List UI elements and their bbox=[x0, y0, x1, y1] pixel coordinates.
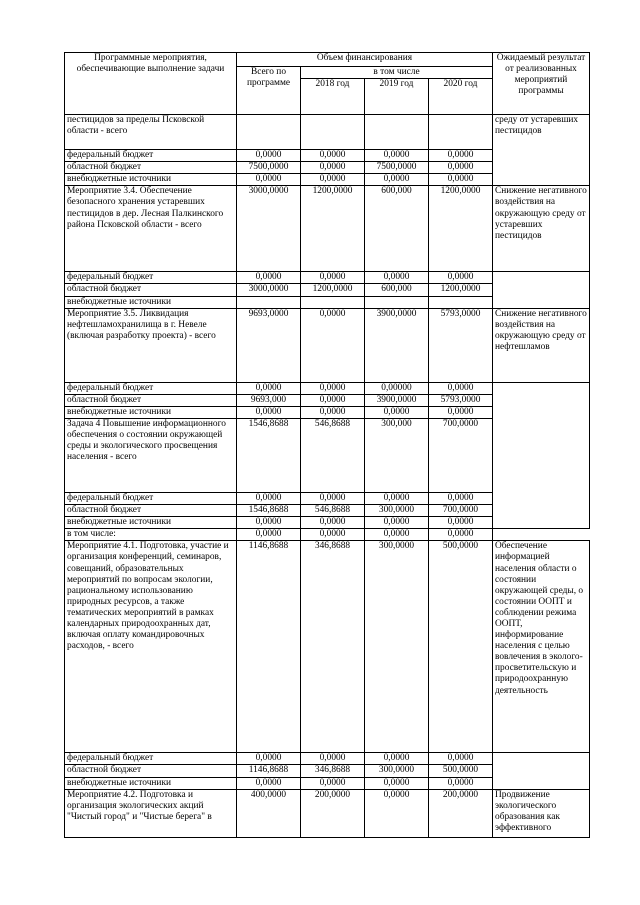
expected-result: среду от устаревших пестицидов bbox=[493, 115, 590, 186]
cell-2020: 700,0000 bbox=[429, 505, 493, 517]
table-row bbox=[65, 753, 590, 765]
row-label: Мероприятие 4.2. Подготовка и организация экологических акций "Чистый город" и "Чистые берега" в bbox=[65, 789, 237, 837]
cell-total: 9693,000 bbox=[237, 394, 301, 406]
cell-2019: 0,0000 bbox=[365, 406, 429, 418]
table-row bbox=[65, 529, 590, 541]
empty-cell bbox=[493, 753, 590, 789]
cell-2018: 0,0000 bbox=[301, 777, 365, 789]
cell-total: 0,0000 bbox=[237, 529, 301, 541]
cell-2019: 300,000 bbox=[365, 418, 429, 492]
cell-total: 3000,0000 bbox=[237, 186, 301, 272]
cell-2020: 5793,0000 bbox=[429, 308, 493, 382]
financing-table bbox=[64, 52, 590, 838]
table-row bbox=[65, 272, 590, 284]
cell-2018: 0,0000 bbox=[301, 394, 365, 406]
cell-2018: 0,0000 bbox=[301, 529, 365, 541]
cell-total: 0,0000 bbox=[237, 777, 301, 789]
cell-2018: 546,8688 bbox=[301, 418, 365, 492]
cell-2019: 0,0000 bbox=[365, 174, 429, 186]
row-label: внебюджетные источники bbox=[65, 174, 237, 186]
header-result: Ожидаемый результат от реализованных мероприятий программы bbox=[493, 53, 590, 115]
cell-2018: 1200,0000 bbox=[301, 186, 365, 272]
cell-2018 bbox=[301, 115, 365, 150]
cell-2020 bbox=[429, 296, 493, 308]
cell-total: 0,0000 bbox=[237, 753, 301, 765]
cell-2020: 0,0000 bbox=[429, 272, 493, 284]
cell-2019: 0,0000 bbox=[365, 777, 429, 789]
cell-total: 0,0000 bbox=[237, 382, 301, 394]
row-label: внебюджетные источники bbox=[65, 777, 237, 789]
cell-2020: 500,0000 bbox=[429, 541, 493, 753]
cell-2018: 0,0000 bbox=[301, 308, 365, 382]
header-row bbox=[65, 53, 590, 67]
cell-2020: 0,0000 bbox=[429, 174, 493, 186]
cell-total: 0,0000 bbox=[237, 174, 301, 186]
cell-2018: 0,0000 bbox=[301, 174, 365, 186]
cell-2020: 0,0000 bbox=[429, 777, 493, 789]
cell-2020: 0,0000 bbox=[429, 150, 493, 162]
expected-result: Снижение негативного воздействия на окружающую среду от нефтешламов bbox=[493, 308, 590, 382]
cell-2020: 0,0000 bbox=[429, 162, 493, 174]
expected-result: Обеспечение информацией населения области о состоянии окружающей среды, о состоянии ООПТ и соблюдении режима ООПТ, информирование населения с целью вовлечения в эколого-просветительскую и природоохранную деятельность bbox=[493, 541, 590, 753]
expected-result: Снижение негативного воздействия на окружающую среду от устаревших пестицидов bbox=[493, 186, 590, 272]
row-label: Задача 4 Повышение информационного обеспечения о состоянии окружающей среды и экологического просвещения населения - всего bbox=[65, 418, 237, 492]
cell-2019: 600,000 bbox=[365, 284, 429, 296]
cell-2019 bbox=[365, 115, 429, 150]
cell-total: 7500,0000 bbox=[237, 162, 301, 174]
cell-2020: 0,0000 bbox=[429, 406, 493, 418]
row-label: пестицидов за пределы Псковской области - всего bbox=[65, 115, 237, 150]
row-label: областной бюджет bbox=[65, 284, 237, 296]
cell-2019: 0,0000 bbox=[365, 517, 429, 529]
table-row bbox=[65, 382, 590, 394]
header-2018: 2018 год bbox=[301, 79, 365, 115]
empty-cell bbox=[493, 272, 590, 308]
cell-2019 bbox=[365, 296, 429, 308]
cell-2018: 0,0000 bbox=[301, 517, 365, 529]
cell-2020: 500,0000 bbox=[429, 765, 493, 777]
row-label: областной бюджет bbox=[65, 505, 237, 517]
empty-cell bbox=[493, 382, 590, 529]
expected-result: Продвижение экологического образования как эффективного bbox=[493, 789, 590, 837]
row-label: областной бюджет bbox=[65, 162, 237, 174]
row-label: федеральный бюджет bbox=[65, 272, 237, 284]
cell-2020: 1200,0000 bbox=[429, 284, 493, 296]
row-label: федеральный бюджет bbox=[65, 753, 237, 765]
cell-total: 0,0000 bbox=[237, 406, 301, 418]
cell-2018: 0,0000 bbox=[301, 492, 365, 504]
header-funding: Объем финансирования bbox=[237, 53, 493, 67]
cell-total: 3000,0000 bbox=[237, 284, 301, 296]
cell-2018: 346,8688 bbox=[301, 541, 365, 753]
cell-2020: 5793,0000 bbox=[429, 394, 493, 406]
row-label: областной бюджет bbox=[65, 765, 237, 777]
cell-total: 400,0000 bbox=[237, 789, 301, 837]
cell-2019: 300,0000 bbox=[365, 505, 429, 517]
row-label: федеральный бюджет bbox=[65, 492, 237, 504]
cell-2018: 0,0000 bbox=[301, 406, 365, 418]
cell-2020: 200,0000 bbox=[429, 789, 493, 837]
row-label: внебюджетные источники bbox=[65, 406, 237, 418]
row-label: внебюджетные источники bbox=[65, 296, 237, 308]
row-label: внебюджетные источники bbox=[65, 517, 237, 529]
cell-2018: 546,8688 bbox=[301, 505, 365, 517]
header-2020: 2020 год bbox=[429, 79, 493, 115]
table-row bbox=[65, 186, 590, 272]
table-row bbox=[65, 115, 590, 150]
cell-2018: 200,0000 bbox=[301, 789, 365, 837]
cell-total: 1146,8688 bbox=[237, 765, 301, 777]
row-label: Мероприятие 3.5. Ликвидация нефтешламохранилища в г. Невеле (включая разработку проекта) - всего bbox=[65, 308, 237, 382]
cell-total bbox=[237, 296, 301, 308]
cell-2018: 0,0000 bbox=[301, 150, 365, 162]
cell-2018: 0,0000 bbox=[301, 753, 365, 765]
cell-2020: 700,0000 bbox=[429, 418, 493, 492]
cell-2019: 0,00000 bbox=[365, 382, 429, 394]
cell-total bbox=[237, 115, 301, 150]
cell-total: 0,0000 bbox=[237, 150, 301, 162]
table-row bbox=[65, 541, 590, 753]
cell-2018: 0,0000 bbox=[301, 162, 365, 174]
cell-2020: 1200,0000 bbox=[429, 186, 493, 272]
cell-2020: 0,0000 bbox=[429, 382, 493, 394]
cell-2019: 7500,0000 bbox=[365, 162, 429, 174]
header-measures: Программные мероприятия, обеспечивающие выполнение задачи bbox=[65, 53, 237, 115]
cell-total: 1546,8688 bbox=[237, 418, 301, 492]
cell-2019: 3900,0000 bbox=[365, 308, 429, 382]
cell-2019: 0,0000 bbox=[365, 789, 429, 837]
cell-2019: 0,0000 bbox=[365, 492, 429, 504]
table-row bbox=[65, 308, 590, 382]
cell-2019: 0,0000 bbox=[365, 272, 429, 284]
cell-2019: 300,0000 bbox=[365, 541, 429, 753]
cell-2020 bbox=[429, 115, 493, 150]
cell-total: 1546,8688 bbox=[237, 505, 301, 517]
row-label: Мероприятие 3.4. Обеспечение безопасного хранения устаревших пестицидов в дер. Лесная Палкинского района Псковской области - всего bbox=[65, 186, 237, 272]
cell-total: 1146,8688 bbox=[237, 541, 301, 753]
cell-2018: 346,8688 bbox=[301, 765, 365, 777]
cell-2020: 0,0000 bbox=[429, 753, 493, 765]
cell-2019: 0,0000 bbox=[365, 529, 429, 541]
cell-total: 0,0000 bbox=[237, 492, 301, 504]
cell-2020: 0,0000 bbox=[429, 529, 493, 541]
table-row bbox=[65, 789, 590, 837]
cell-total: 0,0000 bbox=[237, 272, 301, 284]
header-including: в том числе bbox=[301, 67, 493, 79]
row-label: областной бюджет bbox=[65, 394, 237, 406]
cell-2019: 0,0000 bbox=[365, 753, 429, 765]
cell-2020: 0,0000 bbox=[429, 492, 493, 504]
cell-2019: 600,000 bbox=[365, 186, 429, 272]
cell-2019: 0,0000 bbox=[365, 150, 429, 162]
cell-2019: 3900,0000 bbox=[365, 394, 429, 406]
cell-total: 0,0000 bbox=[237, 517, 301, 529]
cell-2018: 0,0000 bbox=[301, 272, 365, 284]
cell-2018: 0,0000 bbox=[301, 382, 365, 394]
header-2019: 2019 год bbox=[365, 79, 429, 115]
cell-2020: 0,0000 bbox=[429, 517, 493, 529]
row-label: Мероприятие 4.1. Подготовка, участие и организация конференций, семинаров, совещаний, образовательных мероприятий по вопросам экологии, рациональному использованию природных ресурсов, а также тематических мероприятий в рамках календарных природоохранных дат, включая оплату командировочных расходов, - всего bbox=[65, 541, 237, 753]
cell-2018 bbox=[301, 296, 365, 308]
row-label: в том числе: bbox=[65, 529, 237, 541]
header-total: Всего по программе bbox=[237, 67, 301, 115]
row-label: федеральный бюджет bbox=[65, 382, 237, 394]
cell-total: 9693,0000 bbox=[237, 308, 301, 382]
cell-2018: 1200,0000 bbox=[301, 284, 365, 296]
row-label: федеральный бюджет bbox=[65, 150, 237, 162]
cell-2019: 300,0000 bbox=[365, 765, 429, 777]
